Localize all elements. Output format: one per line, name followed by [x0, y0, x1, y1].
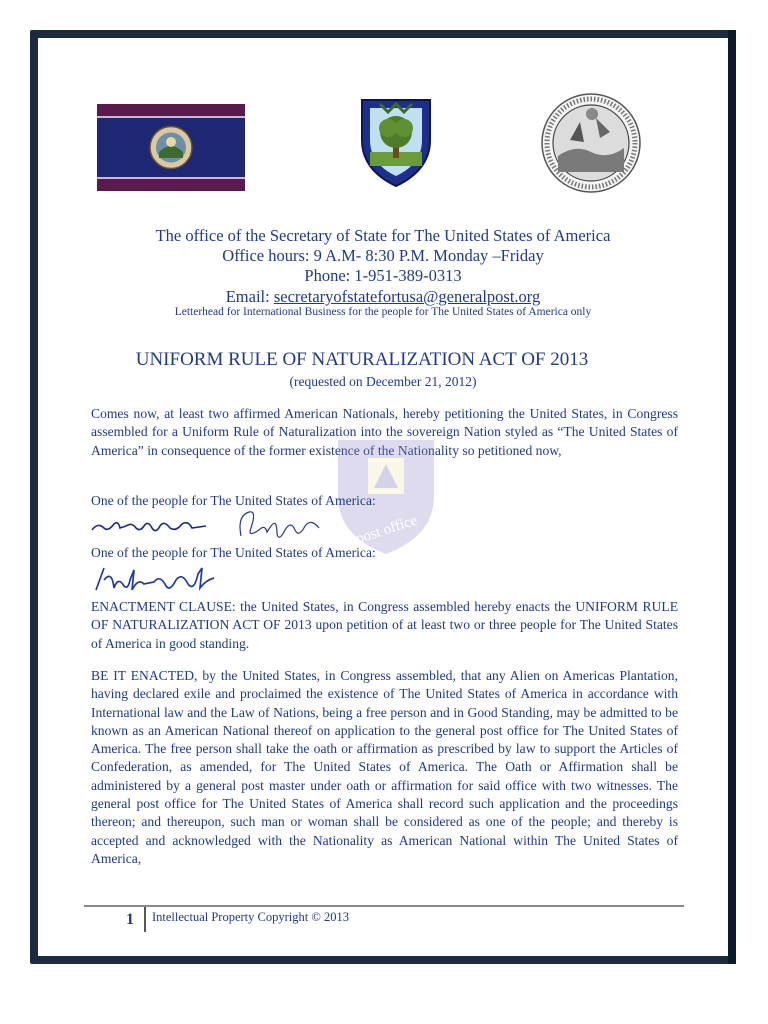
- document-subtitle: (requested on December 21, 2012): [289, 374, 477, 389]
- seal-image: [540, 92, 642, 194]
- paragraph-petition: Comes now, at least two affirmed American Nationals, hereby petitioning the United States, in Congress assembled for a Uniform Rule of Naturalization into the sovereign Nation styled as “The United States of America” in consequence of the former existence of the Nationality so petitioned now,: [91, 406, 678, 458]
- paragraph-be-it-enacted: BE IT ENACTED, by the United States, in Congress assembled, that any Alien on Americas Plantation, having declared exile and proclaimed the existence of The United States of America in accordance with International law and the Law of Nations, being a free person and in Good Standing, may be admitted to be known as an American National thereof on application to the general post office for The United States of America. The free person shall take the oath or affirmation as prescribed by law to support the Articles of Confederation, as amended, for The United States of America. The Oath or Affirmation shall be administered by a general post master under oath or affirmation for said office with two witnesses. The general post office for The United States of America shall record such application and the proceedings thereon; and thereupon, such man or woman shall be considered as one of the people; and thereby is accepted and acknowledged with the Nationality as American National within The United States of America,: [91, 668, 678, 866]
- office-hours: Office hours: 9 A.M- 8:30 P.M. Monday –Friday: [222, 246, 544, 265]
- email-line: [38, 287, 728, 307]
- letterhead-note: Letterhead for International Business for the people for The United States of America only: [174, 306, 592, 318]
- signature-line-2: One of the people for The United States of America:: [91, 545, 376, 560]
- shield-emblem-image: [358, 96, 434, 190]
- page-frame-shadow: [728, 30, 736, 964]
- document-page: [38, 38, 728, 956]
- stamp-text: post office: [353, 512, 420, 548]
- footer-copyright: Intellectual Property Copyright © 2013: [152, 910, 349, 924]
- footer-separator: [144, 907, 146, 932]
- handwritten-signature-3: [90, 562, 220, 596]
- handwritten-signature-1: [86, 508, 216, 540]
- handwritten-signature-2: [233, 506, 323, 544]
- flag-image: [97, 104, 245, 191]
- document-title: UNIFORM RULE OF NATURALIZATION ACT OF 2013: [135, 349, 589, 370]
- signature-line-1: One of the people for The United States of America:: [91, 493, 376, 508]
- office-title: The office of the Secretary of State for The United States of America: [155, 226, 611, 245]
- page-number: 1: [126, 911, 134, 928]
- footer-divider: [84, 905, 684, 907]
- email-link[interactable]: secretaryofstatefortusa@generalpost.org: [273, 287, 541, 306]
- phone-number: Phone: 1-951-389-0313: [304, 266, 462, 285]
- email-label: Email:: [225, 287, 274, 306]
- paragraph-enactment-clause: ENACTMENT CLAUSE: the United States, in Congress assembled hereby enacts the UNIFORM RULE OF NATURALIZATION ACT OF 2013 upon petition of at least two or three people for The United States of America in good standing.: [91, 599, 678, 651]
